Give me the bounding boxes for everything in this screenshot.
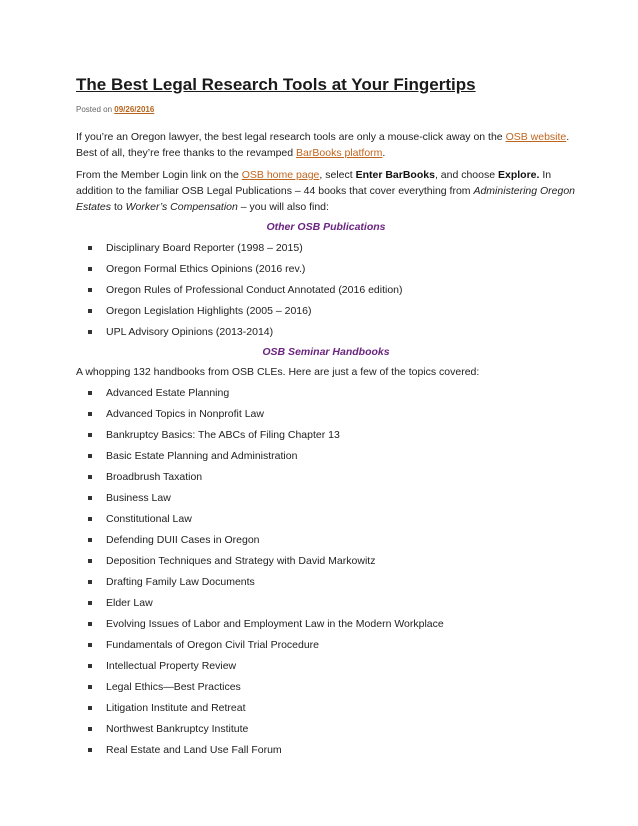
section-heading-seminar-handbooks: OSB Seminar Handbooks <box>262 346 390 358</box>
list-item-text: Real Estate and Land Use Fall Forum <box>106 744 282 756</box>
list-item <box>76 490 576 506</box>
list-item <box>76 742 576 758</box>
instr-text-b: , select <box>319 169 356 181</box>
intro-text-a: If you’re an Oregon lawyer, the best legal research tools are only a mouse-click away on the <box>76 131 506 143</box>
list-item-text: Business Law <box>106 492 171 504</box>
list-item <box>76 406 576 422</box>
intro-text-c: . <box>382 147 386 159</box>
bullet-icon <box>88 580 92 584</box>
bullet-icon <box>88 391 92 395</box>
article <box>76 72 576 758</box>
bullet-icon <box>88 601 92 605</box>
list-item-text: Evolving Issues of Labor and Employment Law in the Modern Workplace <box>106 618 444 630</box>
list-item-text: Fundamentals of Oregon Civil Trial Procedure <box>106 639 320 651</box>
handbooks-intro: A whopping 132 handbooks from OSB CLEs. Here are just a few of the topics covered: <box>76 366 480 378</box>
bullet-icon <box>88 330 92 334</box>
bullet-icon <box>88 727 92 731</box>
list-item-text: Northwest Bankruptcy Institute <box>106 723 249 735</box>
list-item <box>76 240 576 256</box>
posted-line <box>76 104 576 118</box>
list-item-text: Advanced Topics in Nonprofit Law <box>106 408 264 420</box>
bullet-icon <box>88 748 92 752</box>
osb-website-link[interactable]: OSB website <box>505 131 567 143</box>
list-item <box>76 427 576 443</box>
list-item <box>76 469 576 485</box>
list-item-text: Basic Estate Planning and Administration <box>106 450 298 462</box>
list-item-text: Bankruptcy Basics: The ABCs of Filing Chapter 13 <box>106 429 340 441</box>
list-item-text: Oregon Rules of Professional Conduct Annotated (2016 edition) <box>106 284 403 296</box>
section-heading-other-publications: Other OSB Publications <box>266 221 386 233</box>
list-item-text: Broadbrush Taxation <box>106 471 203 483</box>
bullet-icon <box>88 685 92 689</box>
list-item <box>76 282 576 298</box>
posted-date-link[interactable]: 09/26/2016 <box>114 105 155 114</box>
article-title: The Best Legal Research Tools at Your Fingertips <box>76 75 476 94</box>
administering-estates-title: Administering Oregon Estates <box>76 185 576 213</box>
bullet-icon <box>88 433 92 437</box>
list-item <box>76 700 576 716</box>
intro-paragraph <box>76 129 576 161</box>
list-item-text: Deposition Techniques and Strategy with David Markowitz <box>106 555 376 567</box>
list-item-text: Defending DUII Cases in Oregon <box>106 534 260 546</box>
list-item-text: Elder Law <box>106 597 153 609</box>
list-item <box>76 532 576 548</box>
seminar-handbooks-list <box>76 385 576 758</box>
list-item <box>76 637 576 653</box>
posted-prefix: Posted on <box>76 105 115 114</box>
list-item <box>76 574 576 590</box>
instr-text-a: From the Member Login link on the <box>76 169 242 181</box>
explore-text: Explore. <box>497 169 540 181</box>
list-item-text: Intellectual Property Review <box>106 660 237 672</box>
bullet-icon <box>88 475 92 479</box>
list-item <box>76 385 576 401</box>
bullet-icon <box>88 246 92 250</box>
list-item-text: Legal Ethics—Best Practices <box>106 681 241 693</box>
instr-text-c: , and choose <box>434 169 498 181</box>
instr-text-e: to <box>111 201 126 213</box>
osb-home-page-link[interactable]: OSB home page <box>241 169 320 181</box>
list-item-text: Drafting Family Law Documents <box>106 576 255 588</box>
list-item-text: Disciplinary Board Reporter (1998 – 2015) <box>106 242 303 254</box>
workers-comp-title: Worker’s Compensation <box>125 201 238 213</box>
list-item <box>76 511 576 527</box>
list-item-text: Oregon Legislation Highlights (2005 – 2016) <box>106 305 312 317</box>
bullet-icon <box>88 538 92 542</box>
list-item <box>76 616 576 632</box>
list-item <box>76 595 576 611</box>
bullet-icon <box>88 454 92 458</box>
list-item-text: Advanced Estate Planning <box>106 387 230 399</box>
list-item <box>76 553 576 569</box>
instr-text-d: In addition to the familiar OSB Legal Publications – 44 books that cover everything from <box>76 169 552 197</box>
list-item <box>76 721 576 737</box>
list-item-text: Oregon Formal Ethics Opinions (2016 rev.) <box>106 263 306 275</box>
other-publications-list <box>76 240 576 340</box>
list-item <box>76 448 576 464</box>
barbooks-platform-link[interactable]: BarBooks platform <box>296 147 383 159</box>
intro-text-b: . Best of all, they’re free thanks to the revamped <box>76 131 570 159</box>
bullet-icon <box>88 412 92 416</box>
enter-barbooks-text: Enter BarBooks <box>355 169 435 181</box>
list-item-text: UPL Advisory Opinions (2013-2014) <box>106 326 274 338</box>
instr-text-f: – you will also find: <box>237 201 329 213</box>
bullet-icon <box>88 559 92 563</box>
bullet-icon <box>88 622 92 626</box>
list-item-text: Litigation Institute and Retreat <box>106 702 246 714</box>
list-item <box>76 261 576 277</box>
bullet-icon <box>88 664 92 668</box>
list-item <box>76 303 576 319</box>
bullet-icon <box>88 496 92 500</box>
bullet-icon <box>88 643 92 647</box>
list-item <box>76 658 576 674</box>
bullet-icon <box>88 309 92 313</box>
instructions-paragraph <box>76 167 576 215</box>
bullet-icon <box>88 517 92 521</box>
bullet-icon <box>88 706 92 710</box>
bullet-icon <box>88 267 92 271</box>
bullet-icon <box>88 288 92 292</box>
list-item-text: Constitutional Law <box>106 513 192 525</box>
list-item <box>76 679 576 695</box>
list-item <box>76 324 576 340</box>
